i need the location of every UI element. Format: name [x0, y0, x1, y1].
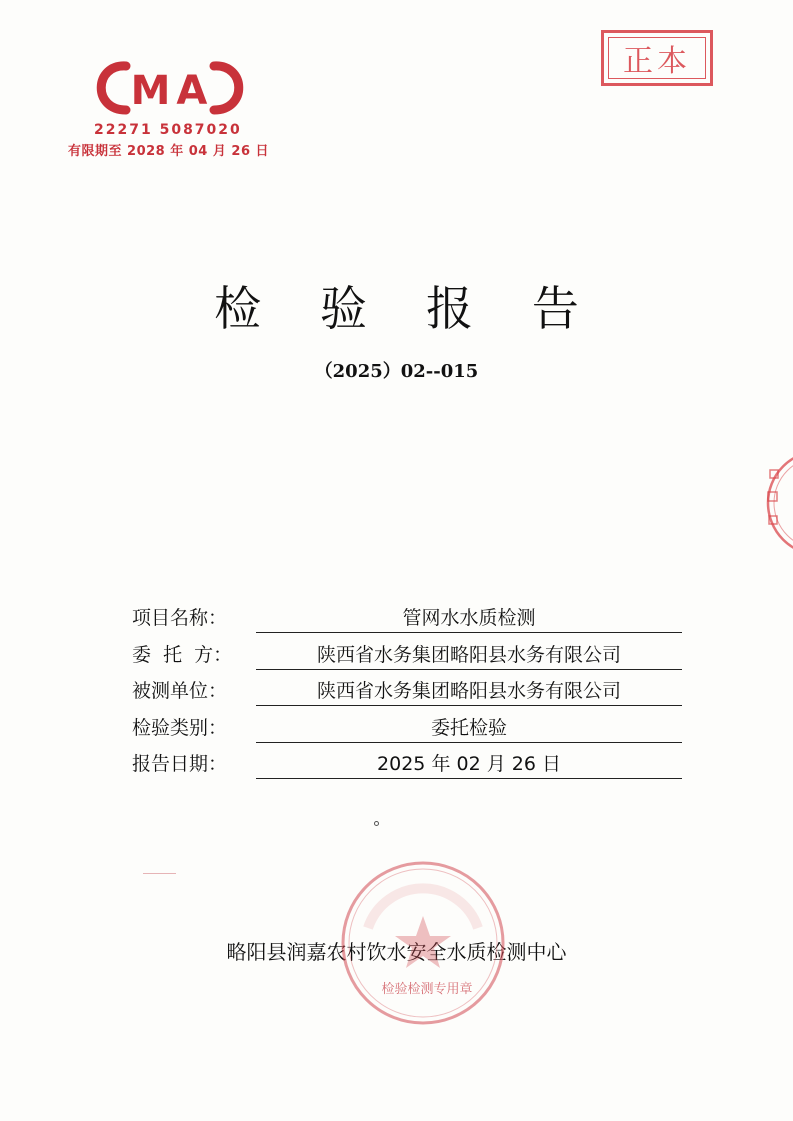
info-row-report-date	[132, 750, 692, 787]
report-info-fields	[132, 604, 692, 787]
report-date-label: 报告日期：	[132, 753, 228, 775]
edge-seal-partial	[760, 446, 793, 560]
faint-mark	[143, 873, 176, 874]
info-row-client	[132, 641, 692, 678]
report-title: 检 验 报 告	[214, 282, 601, 337]
client-value: 陕西省水务集团略阳县水务有限公司	[256, 641, 682, 670]
report-number: （2025）02--015	[314, 361, 479, 382]
project-name-label: 项目名称：	[132, 607, 228, 629]
info-row-inspection-type	[132, 714, 692, 751]
cma-validity-date: 有限期至 2028 年 04 月 26 日	[68, 144, 270, 159]
partial-seal-icon	[760, 446, 793, 560]
stray-mark	[374, 821, 379, 826]
cma-stamp	[64, 58, 274, 168]
organization-name: 略阳县润嘉农村饮水安全水质检测中心	[226, 940, 567, 964]
original-copy-stamp	[601, 30, 713, 86]
client-label: 委 托 方：	[132, 643, 233, 666]
seal-bottom-text: 检验检测专用章	[381, 982, 473, 997]
tested-unit-value: 陕西省水务集团略阳县水务有限公司	[256, 677, 682, 706]
cma-logo-icon	[64, 58, 274, 122]
info-row-tested-unit	[132, 677, 692, 714]
report-date-value: 2025 年 02 月 26 日	[256, 750, 682, 779]
info-row-project-name	[132, 604, 692, 641]
project-name-value: 管网水水质检测	[256, 604, 682, 633]
inspection-type-label: 检验类别：	[132, 716, 228, 739]
tested-unit-label: 被测单位：	[132, 680, 228, 702]
original-copy-label: 正本	[608, 37, 706, 79]
cma-letters: MA	[130, 68, 214, 114]
inspection-type-value: 委托检验	[256, 714, 682, 743]
cma-certificate-number: 22271 5087020	[94, 122, 242, 138]
